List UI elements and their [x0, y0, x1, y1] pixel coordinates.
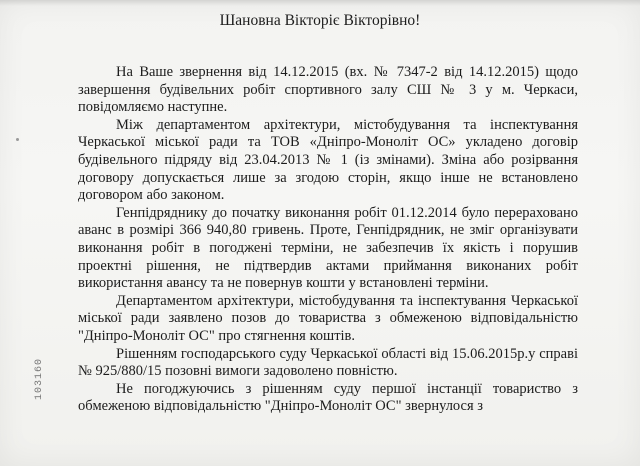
paragraph-lawsuit: Департаментом архітектури, містобудування та інспектування Черкаської міської ради заявлено позов до товариства з обмеженою відповідальністю "Дніпро-Моноліт ОС" про стягнення коштів. — [78, 292, 578, 344]
paragraph-advance: Генпідряднику до початку виконання робіт 01.12.2014 було перераховано аванс в розмірі 366 940,80 гривень. Проте, Генпідрядник, не зміг організувати виконання робіт в погоджені терміни, не забезпечив їх якість і порушив проектні рішення, не підтвердив актами приймання виконаних робіт використання авансу та не повернув кошти у встановлені терміни. — [78, 204, 578, 292]
letter-body — [78, 64, 578, 416]
paper-crease — [0, 0, 640, 6]
letter-greeting: Шановна Вікторіє Вікторівно! — [219, 12, 421, 29]
margin-dot — [16, 138, 19, 141]
paragraph-request: На Ваше звернення від 14.12.2015 (вх. № 7347-2 від 14.12.2015) щодо завершення будівельних робіт спортивного залу СШ № 3 у м. Черкаси, повідомляємо наступне. — [78, 64, 578, 116]
paragraph-appeal: Не погоджуючись з рішенням суду першої інстанції товариство з обмеженою відповідальністю "Дніпро-Моноліт ОС" звернулося з — [78, 380, 578, 415]
paragraph-contract: Між департаментом архітектури, містобудування та інспектування Черкаської міської ради та ТОВ «Дніпро-Моноліт ОС» укладено договір будівельного підряду від 23.04.2013 № 1 (із змінами). Зміна або розірвання договору допускається лише за згодою сторін, якщо інше не встановлено договором або законом. — [78, 116, 578, 204]
paragraph-court-decision: Рішенням господарського суду Черкаської області від 15.06.2015р.у справі № 925/880/15 позовні вимоги задоволено повністю. — [78, 345, 578, 380]
registration-stamp-number: 103160 — [34, 357, 45, 400]
